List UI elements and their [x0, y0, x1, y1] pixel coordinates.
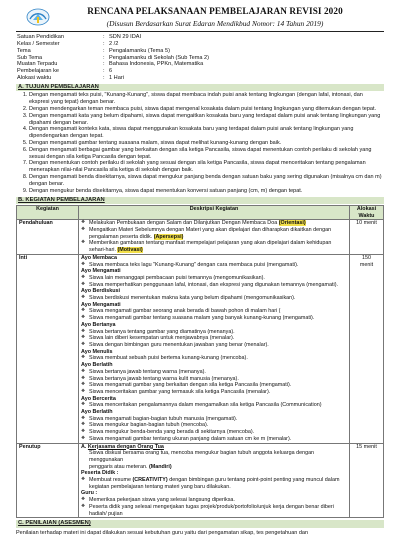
identity-value: 1 Hari	[109, 75, 124, 82]
activity-item: ❖ Siswa mengamati bagian-bagian tubuh manusia (mengamati).	[81, 416, 347, 423]
identity-value: Pengalamanku di Sekolah (Sub Tema 2)	[109, 54, 210, 61]
identity-value: 6	[109, 68, 113, 75]
document-header	[46, 6, 384, 28]
activities-table	[16, 205, 384, 518]
identity-colon: :	[103, 34, 105, 41]
guru-item-2: ❖ Peserta didik yang selesai mengerjakan tugas projek/produk/portofolio/unjuk kerja dengan benar diberi hadiah/ pujian	[81, 504, 347, 517]
header-kegiatan: Kegiatan	[17, 205, 79, 219]
guru-item-1: ❖ Memeriksa pekerjaan siswa yang selesai langsung diperiksa.	[81, 497, 347, 504]
identity-value: Bahasa Indonesia, PPKn, Matematika	[109, 61, 204, 68]
identity-colon: :	[103, 68, 105, 75]
activity-item: ❖ Siswa bertanya jawab tentang warna kulit manusia (menanya).	[81, 376, 347, 383]
stage-inti: Inti	[17, 254, 79, 443]
identity-colon: :	[103, 54, 105, 61]
row-inti	[17, 254, 384, 443]
pendahuluan-item-1: ❖ Melakukan Pembukaan dengan Salam dan Dilanjutkan Dengan Membaca Doa (Orientasi)	[81, 220, 347, 227]
activity-item: ❖ Siswa bertanya jawab tentang warna (menanya).	[81, 369, 347, 376]
objective-item: 2. Dengan mendengarkan teman membaca puisi, siswa dapat mengenal kosakata dalam puisi tentang lingkungan yang ditemukan dengan tepat.	[29, 106, 384, 113]
group-ayo-mengamati-1: Ayo Mengamati	[81, 268, 121, 275]
objective-item: 5. Dengan mengamati gambar tentang suasana malam, siswa dapat melihat kunang-kunang dengan baik.	[29, 140, 384, 147]
group-ayo-berlatih-1: Ayo Berlatih	[81, 362, 113, 369]
activity-item: ❖ Siswa membuat sebuah puisi bertema kunang-kunang (mencoba).	[81, 355, 347, 362]
inti-title: Ayo Membaca	[81, 254, 118, 261]
penutup-desc	[79, 443, 350, 518]
identity-label: Muatan Terpadu	[17, 61, 58, 68]
header-alokasi: Alokasi Waktu	[350, 205, 384, 219]
activity-item: ❖ Siswa mengukur bagian-bagian tubuh (mencoba).	[81, 422, 347, 429]
assessment-text: Penilaian terhadap materi ini dapat dilakukan sesuai kebutuhan guru yaitu dari pengamatan sikap, tes pengetahuan dan	[16, 529, 309, 536]
section-c-heading: C. PENILAIAN (ASESMEN)	[16, 520, 384, 527]
identity-colon: :	[103, 47, 105, 54]
identity-colon: :	[103, 41, 105, 48]
identity-row	[16, 68, 384, 75]
activity-item: ❖ Siswa mengamati gambar yang berkaitan dengan sila ketiga Pancasila (mengamati).	[81, 382, 347, 389]
objective-item: 6. Dengan mengamati berbagai gambar yang berkaitan dengan sila ketiga Pancasila, siswa dapat menentukan contoh perilaku di sekolah yang sesuai dengan sila ketiga Pancasila dengan tepat.	[29, 147, 384, 161]
peserta-didik-item: ❖ Membuat resume (CREATIVITY) dengan bimbingan guru tentang point-point penting yang muncul dalam kegiatan pembelajaran tentang materi yang baru dilakukan.	[81, 477, 347, 490]
pendahuluan-desc	[79, 220, 350, 255]
peserta-didik-label: Peserta Didik :	[81, 470, 119, 477]
identity-table	[16, 34, 384, 82]
identity-label: Satuan Pendidikan	[17, 34, 64, 41]
group-ayo-bercerita: Ayo Bercerita	[81, 395, 116, 402]
penutup-text-1: Siswa diskusi bersama orang tua, mencoba mengukur bagian tubuh anggota keluarga dengan menggunakan	[89, 450, 315, 463]
identity-value: Pengalamanku (Tema 5)	[109, 47, 170, 54]
activity-item: ❖ Siswa menceritakan pengalamannya dalam mengamalkan sila ketiga Pancasila (Communication)	[81, 402, 347, 409]
group-ayo-berdiskusi: Ayo Berdiskusi	[81, 288, 121, 295]
section-a-heading: A. TUJUAN PEMBELAJARAN	[16, 84, 384, 91]
activity-item: ❖ Siswa lain menanggapi pembacaan puisi temannya (mengomunikasikan).	[81, 275, 347, 282]
objective-item: 4. Dengan mengamati konteks kata, siswa dapat menggunakan kosakata baru yang terdapat dalam puisi anak tentang lingkungan yang dipendengarkan dengan tepat.	[29, 126, 384, 140]
group-ayo-mengamati-2: Ayo Mengamati	[81, 301, 121, 308]
activity-item: ❖ Siswa memperhatikan penggunaan lafal, intonasi, dan ekspresi yang digunakan temannya (mengamati).	[81, 282, 347, 289]
stage-penutup: Penutup	[17, 443, 79, 518]
pendahuluan-item-2: ❖ Mengaitkan Materi Sebelumnya dengan Materi yang akan dipelajari dan diharapkan dikaitkan dengan pengalaman peserta didik. (Apersepsi)	[81, 227, 347, 240]
activity-item: ❖ Siswa bertanya tentang gambar yang diamatinya (menanya).	[81, 329, 347, 336]
identity-row	[16, 41, 384, 48]
stage-pendahuluan: Pendahuluan	[17, 220, 79, 255]
identity-colon: :	[103, 61, 105, 68]
identity-row	[16, 55, 384, 62]
identity-row	[16, 75, 384, 82]
identity-value: SDN 29 IDAI	[109, 34, 142, 41]
penutup-text-2: penggaris atau meteran. (Mandiri)	[89, 463, 172, 470]
penutup-heading: A. Kerjasama dengan Orang Tua	[81, 443, 164, 450]
identity-row	[16, 61, 384, 68]
activity-item: ❖ Siswa mengamati gambar tentang ukuran panjang dalam satuan cm ke m (menalar).	[81, 436, 347, 443]
document-subtitle: (Disusun Berdasarkan Surat Edaran Mendikbud Nomor: 14 Tahun 2019)	[106, 18, 324, 28]
time-inti-value: 150	[362, 254, 371, 261]
group-ayo-berlatih-2: Ayo Berlatih	[81, 409, 113, 416]
identity-value: 2 /2	[109, 41, 119, 48]
section-b-heading: B. KEGIATAN PEMBELAJARAN	[16, 197, 384, 204]
time-inti-unit: menit	[359, 261, 374, 268]
pendahuluan-item-3: ❖ Memberikan gambaran tentang manfaat mempelajari pelajaran yang akan dipelajari dalam kehidupan sehari-hari. (Motivasi)	[81, 240, 347, 253]
objective-item: 7. Dengan menentukan contoh perilaku di sekolah yang sesuai dengan sila ketiga Pancasila, siswa dapat menceritakan tentang pengalaman menerapkan nilai-nilai Pancasila sila ketiga di sekolah dengan baik.	[29, 160, 384, 174]
row-penutup	[17, 443, 384, 518]
time-penutup: 15 menit	[350, 443, 384, 518]
activity-item: ❖ Siswa mengamati gambar tentang suasana malam yang banyak kunang-kunang (mengamati).	[81, 315, 347, 322]
identity-row	[16, 48, 384, 55]
identity-label: Tema	[17, 47, 31, 54]
learning-objectives-list	[16, 92, 384, 194]
objective-item: 1. Dengan mengamati teks puisi, "Kunang-Kunang", siswa dapat membaca indah puisi anak tentang lingkungan (dengan lafal, intonasi, dan ekspresi yang tepat) dengan benar.	[29, 92, 384, 106]
identity-label: Sub Tema	[17, 54, 43, 61]
header-divider	[16, 31, 384, 32]
objective-item: 8. Dengan mengamati benda disekitarnya, siswa dapat mengukur panjang benda dengan satuan baku yang sering digunakan (misalnya cm dan m) dengan benar.	[29, 174, 384, 188]
document-title: RENCANA PELAKSANAAN PEMBELAJARAN REVISI 2020	[87, 6, 343, 16]
group-ayo-bertanya: Ayo Bertanya	[81, 321, 116, 328]
activity-item: ❖ Siswa berdiskusi menentukan makna kata yang belum dipahami (mengomunikasikan).	[81, 295, 347, 302]
group-ayo-menulis: Ayo Menulis	[81, 348, 113, 355]
identity-row	[16, 34, 384, 41]
objective-item: 9. Dengan mengukur benda disekitarnya, siswa dapat menentukan konversi satuan panjang (cm, m) dengan tepat.	[29, 188, 384, 195]
inti-desc	[79, 254, 350, 443]
identity-colon: :	[103, 75, 105, 82]
time-pendahuluan: 10 menit	[350, 220, 384, 255]
activity-item: ❖ Siswa membaca teks lagu "Kunang-Kunang" dengan cara membaca puisi (mengamati).	[81, 262, 347, 269]
activity-item: ❖ Siswa dengan bimbingan guru menentukan jawaban yang benar (menalar).	[81, 342, 347, 349]
activity-item: ❖ Siswa menceritakan gambar yang termasuk sila ketiga Pancasila (menalar).	[81, 389, 347, 396]
identity-label: Pembelajaran ke	[17, 68, 59, 75]
guru-label: Guru :	[81, 490, 98, 497]
identity-label: Kelas / Semester	[17, 41, 60, 48]
tut-wuri-handayani-logo-icon	[26, 8, 50, 26]
time-inti	[350, 254, 384, 443]
identity-label: Alokasi waktu	[17, 75, 52, 82]
objective-item: 3. Dengan mengamati kata yang belum dipahami, siswa dapat mengaitkan kosakata baru yang terdapat dalam puisi anak tentang lingkungan yang dipahami dengan benar.	[29, 113, 384, 127]
row-pendahuluan	[17, 220, 384, 255]
activity-item: ❖ Siswa mengukur benda-benda yang berada di sekitarnya (mencoba).	[81, 429, 347, 436]
activity-item: ❖ Siswa mengamati gambar seorang anak berada di bawah pohon di malam hari (	[81, 308, 347, 315]
activity-item: ❖ Siswa lain diberi kesempatan untuk menjawabnya (menalar).	[81, 335, 347, 342]
header-deskripsi: Deskripsi Kegiatan	[79, 205, 350, 219]
